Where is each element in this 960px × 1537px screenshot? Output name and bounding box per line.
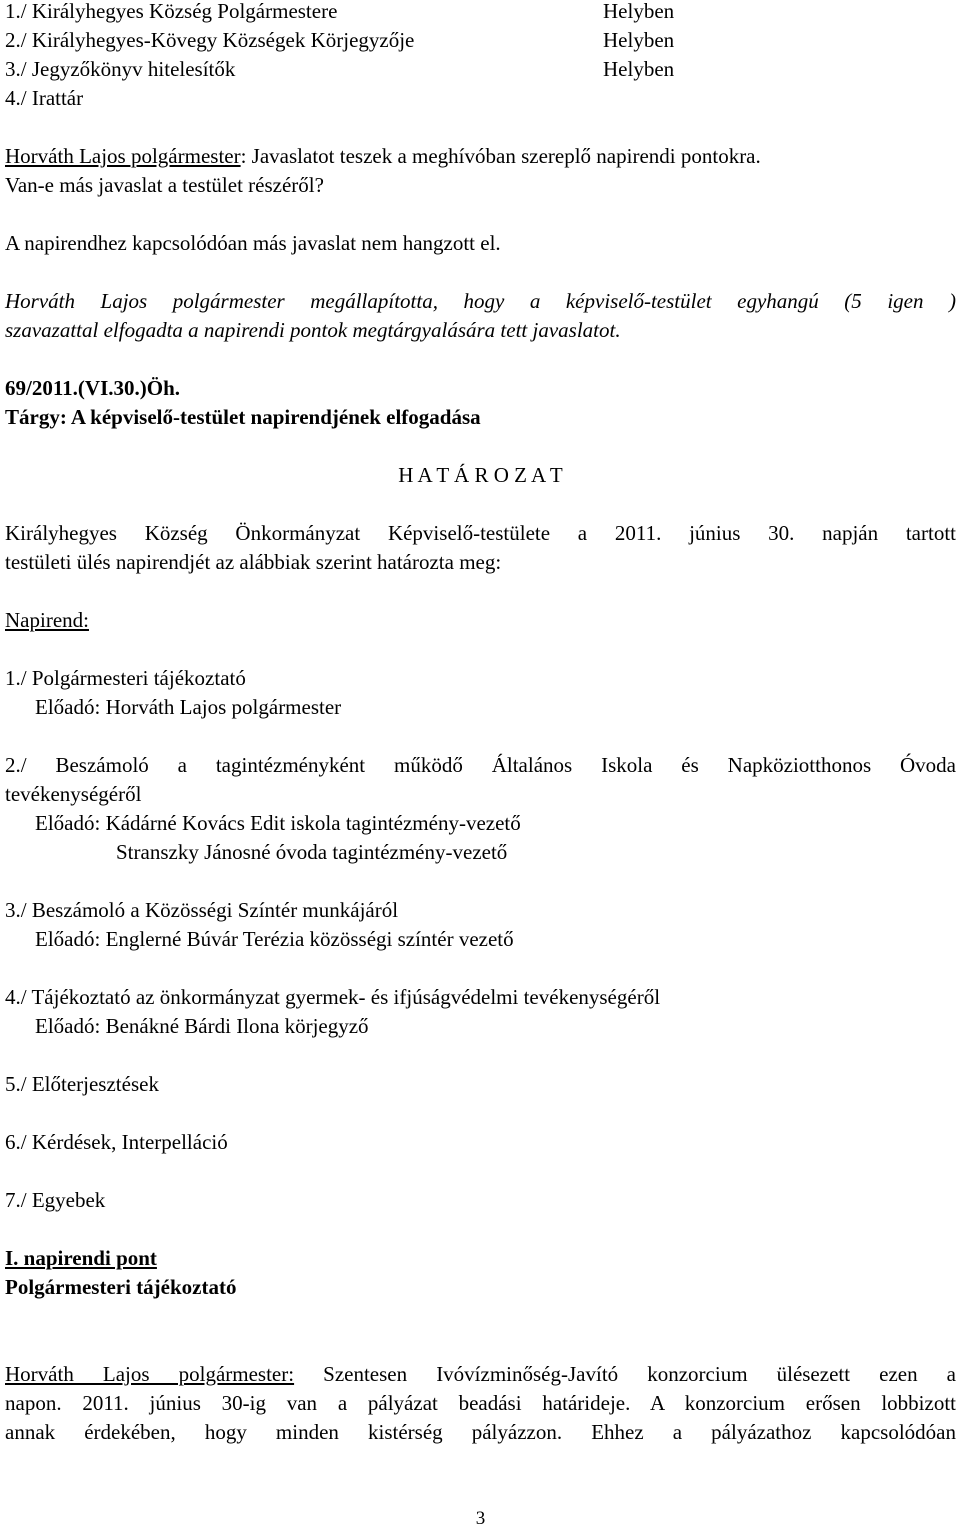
agenda-title-text: Napirend:: [5, 608, 89, 632]
agenda-item-title: 7./ Egyebek: [5, 1188, 106, 1212]
resolution-number: 69/2011.(VI.30.)Öh.: [5, 376, 181, 400]
agenda-title: [5, 606, 956, 634]
agenda-item-presenter: Előadó: Benákné Bárdi Ilona körjegyző: [35, 1014, 369, 1038]
paragraph-no-other-proposal: A napirendhez kapcsolódóan más javaslat nem hangzott el.: [5, 231, 501, 255]
distribution-item: [5, 55, 956, 83]
section-subheading: Polgármesteri tájékoztató: [5, 1275, 237, 1299]
section-paragraph-line: annak érdekében, hogy minden kistérség pályázzon. Ehhez a pályázathoz kapcsolódóan: [5, 1420, 956, 1444]
agenda-item-title: 5./ Előterjesztések: [5, 1072, 159, 1096]
distribution-place: Helyben: [603, 0, 675, 23]
distribution-item: [5, 0, 956, 25]
distribution-label: 2./ Királyhegyes-Kövegy Községek Körjegyzője: [5, 28, 415, 52]
agenda-item-title: 2./ Beszámoló a tagintézményként működő Általános Iskola és Napköziotthonos Óvoda: [5, 753, 956, 777]
distribution-item: [5, 26, 956, 54]
section-paragraph-line: napon. 2011. június 30-ig van a pályázat beadási határideje. A konzorcium erősen lobbizott: [5, 1391, 956, 1415]
section-heading: [5, 1244, 956, 1272]
agenda-item-title: 3./ Beszámoló a Közösségi Színtér munkájáról: [5, 898, 399, 922]
agenda-item-presenter: Előadó: Horváth Lajos polgármester: [35, 695, 342, 719]
section-heading-text: I. napirendi pont: [5, 1246, 157, 1270]
distribution-place: Helyben: [603, 57, 675, 81]
agenda-item-presenter: Előadó: Englerné Búvár Terézia közösségi színtér vezető: [35, 927, 514, 951]
resolution-heading: H A T Á R O Z A T: [398, 463, 563, 487]
distribution-place: Helyben: [603, 28, 675, 52]
speaker-name: Horváth Lajos polgármester: [5, 144, 241, 168]
agenda-item-title: 1./ Polgármesteri tájékoztató: [5, 666, 246, 690]
agenda-item-presenter: Előadó: Kádárné Kovács Edit iskola tagintézmény-vezető: [35, 811, 521, 835]
paragraph-proposal: [5, 142, 956, 170]
paragraph-text: Szentesen Ivóvízminőség-Javító konzorcium ülésezett ezen a: [294, 1362, 956, 1386]
paragraph-vote-line: Horváth Lajos polgármester megállapította, hogy a képviselő-testület egyhangú (5 igen ): [5, 289, 956, 313]
page-number: 3: [475, 1508, 486, 1529]
distribution-label: 4./ Irattár: [5, 86, 84, 110]
speaker-name: Horváth Lajos polgármester:: [5, 1362, 295, 1386]
resolution-text: Királyhegyes Község Önkormányzat Képviselő-testülete a 2011. június 30. napján tartott: [5, 521, 956, 545]
agenda-item-presenter: Stranszky Jánosné óvoda tagintézmény-vezető: [116, 840, 508, 864]
distribution-label: 3./ Jegyzőkönyv hitelesítők: [5, 57, 236, 81]
resolution-subject: Tárgy: A képviselő-testület napirendjének elfogadása: [5, 405, 481, 429]
agenda-item-title: tevékenységéről: [5, 782, 142, 806]
agenda-item-title: 6./ Kérdések, Interpelláció: [5, 1130, 228, 1154]
section-paragraph-line: [5, 1360, 956, 1388]
distribution-label: 1./ Királyhegyes Község Polgármestere: [5, 0, 338, 23]
paragraph-line: Van-e más javaslat a testület részéről?: [5, 173, 324, 197]
distribution-item: [5, 84, 956, 112]
resolution-text: testületi ülés napirendjét az alábbiak szerint határozta meg:: [5, 550, 502, 574]
paragraph-vote-line: szavazattal elfogadta a napirendi pontok megtárgyalására tett javaslatot.: [5, 318, 621, 342]
agenda-item-title: 4./ Tájékoztató az önkormányzat gyermek- és ifjúságvédelmi tevékenységéről: [5, 985, 661, 1009]
paragraph-text: : Javaslatot teszek a meghívóban szereplő napirendi pontokra.: [240, 144, 761, 168]
